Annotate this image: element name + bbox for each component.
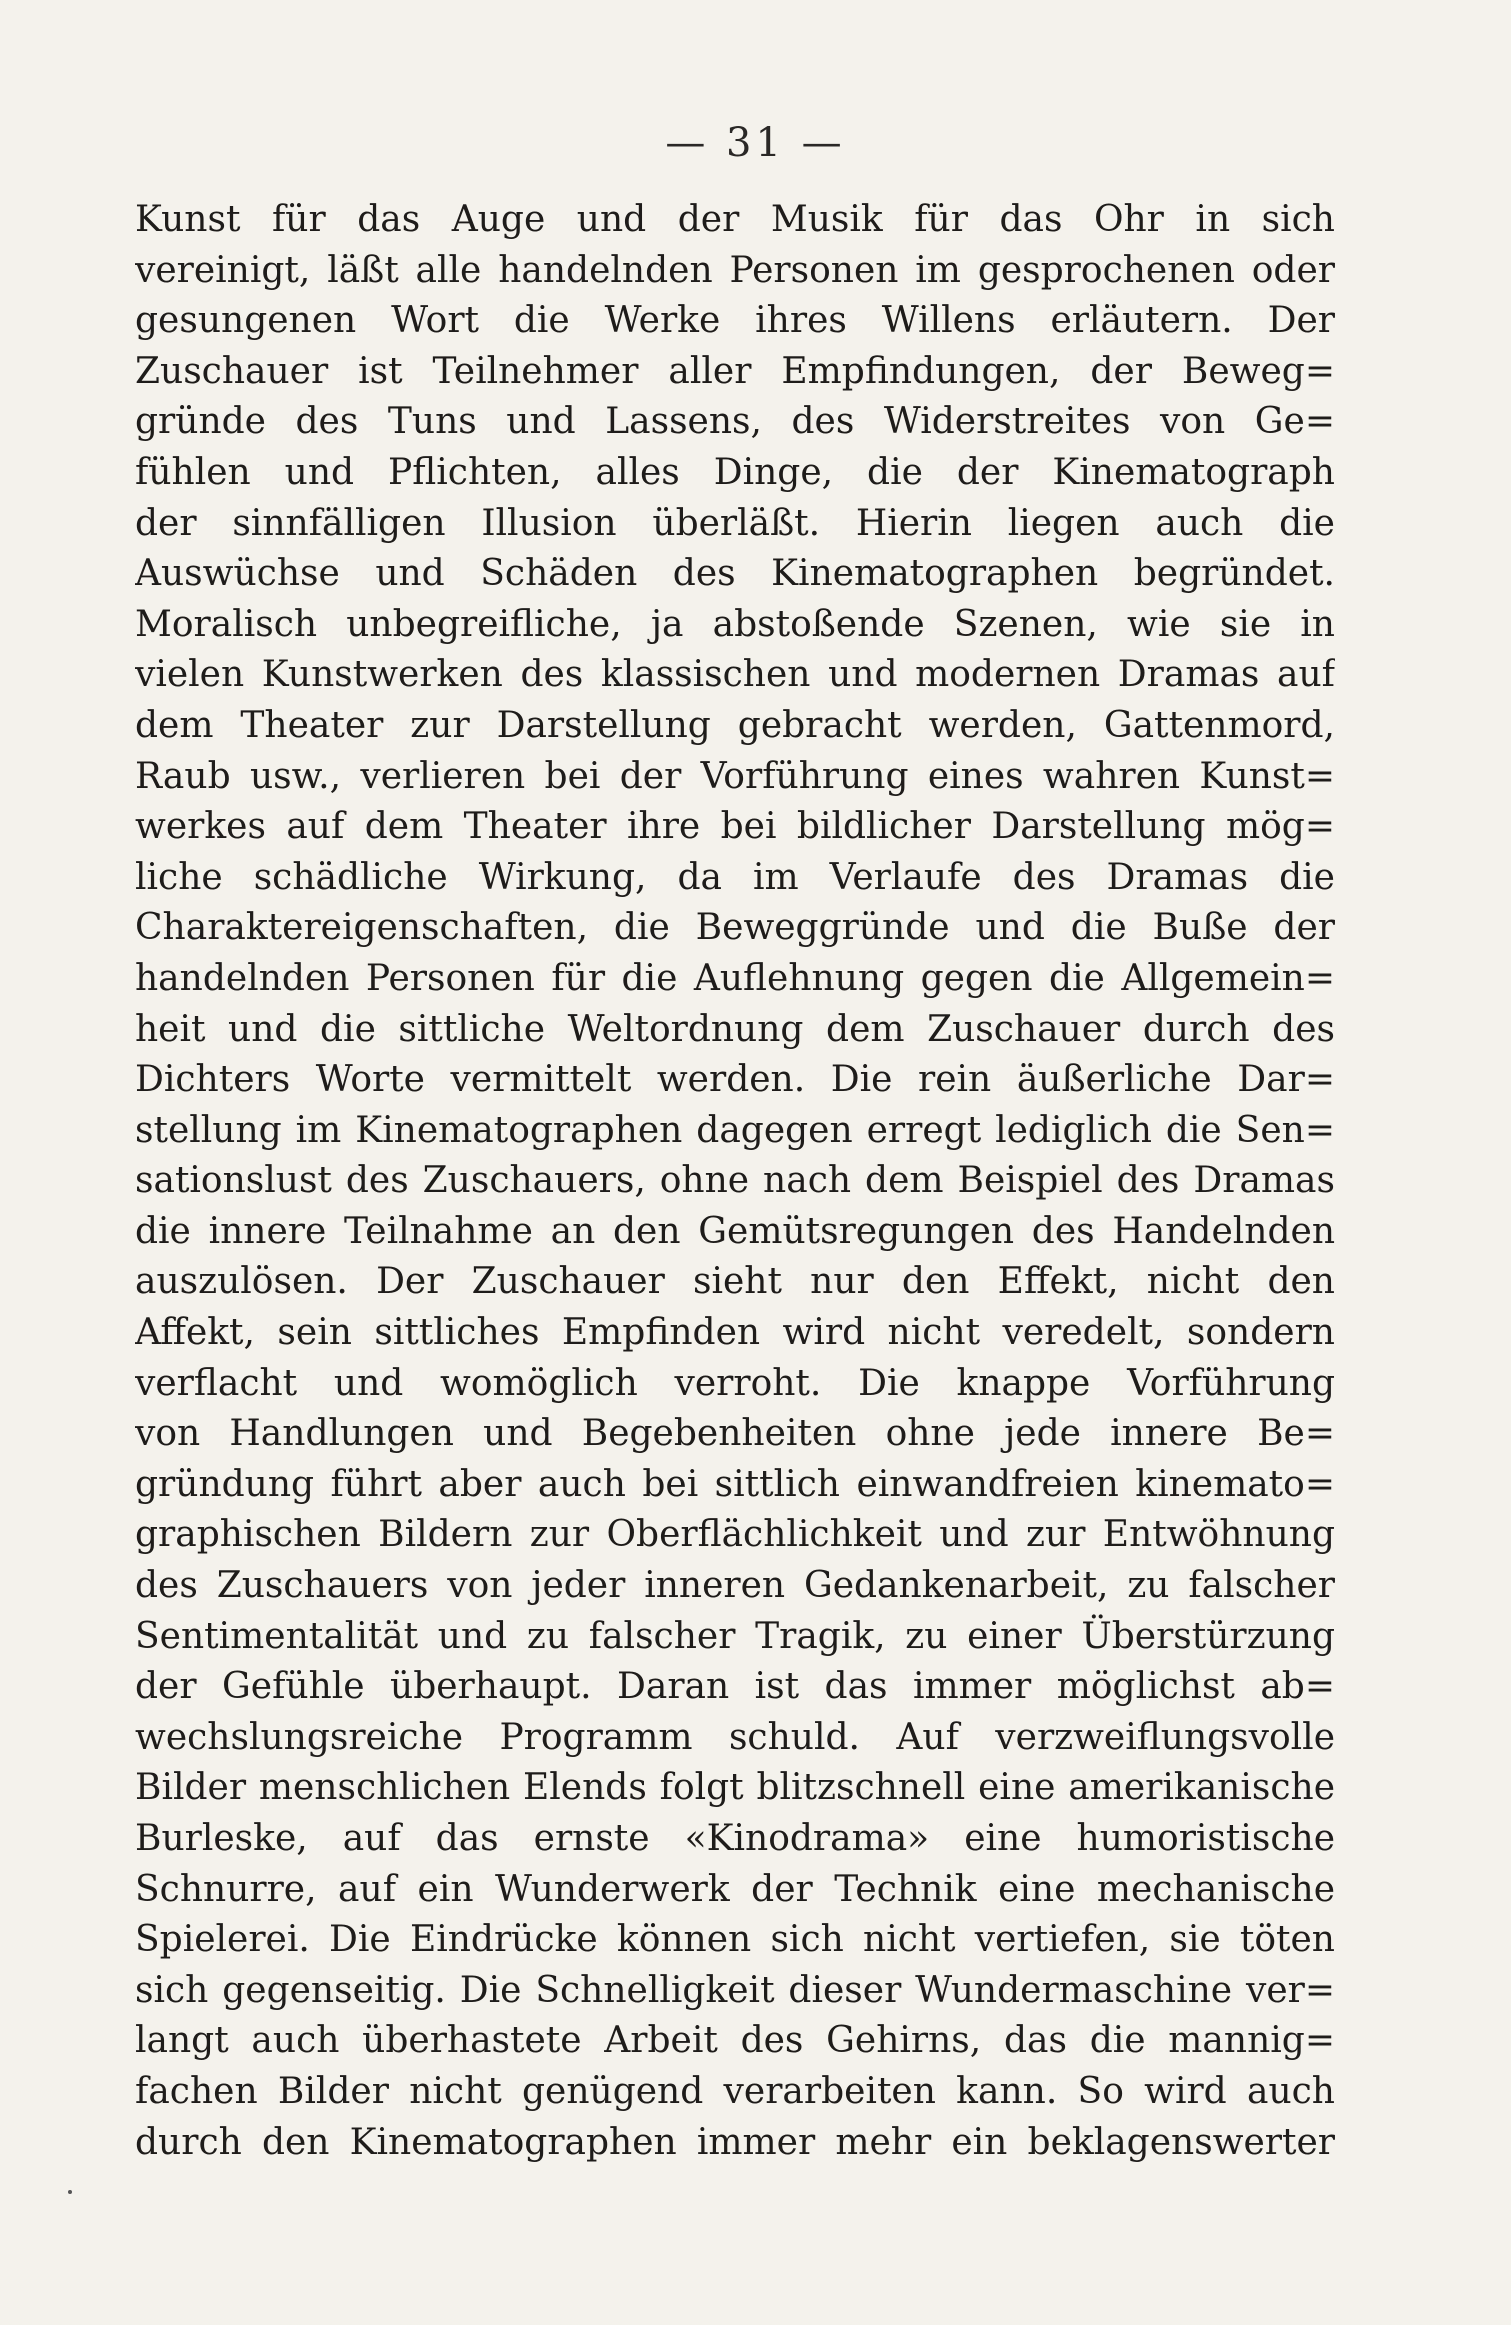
text-line: sich gegenseitig. Die Schnelligkeit dieser Wundermaschine ver= — [135, 1969, 1335, 2011]
text-line: Auswüchse und Schäden des Kinematographen begründet. — [135, 553, 1335, 595]
text-line: Affekt, sein sittliches Empfinden wird nicht veredelt, sondern — [135, 1312, 1335, 1354]
paper-speck — [68, 2190, 72, 2194]
text-line: sationslust des Zuschauers, ohne nach dem Beispiel des Dramas — [135, 1160, 1335, 1202]
text-line: Raub usw., verlieren bei der Vorführung eines wahren Kunst= — [135, 755, 1335, 797]
text-line: auszulösen. Der Zuschauer sieht nur den Effekt, nicht den — [135, 1261, 1335, 1303]
text-line: verflacht und womöglich verroht. Die knappe Vorführung — [135, 1362, 1335, 1404]
text-line: gründe des Tuns und Lassens, des Widerstreites von Ge= — [135, 401, 1335, 443]
text-line: vielen Kunstwerken des klassischen und modernen Dramas auf — [135, 654, 1335, 696]
text-line: des Zuschauers von jeder inneren Gedankenarbeit, zu falscher — [135, 1565, 1335, 1607]
text-line: Kunst für das Auge und der Musik für das Ohr in sich — [135, 199, 1335, 240]
text-line: fachen Bilder nicht genügend verarbeiten kann. So wird auch — [135, 2070, 1335, 2112]
text-line: dem Theater zur Darstellung gebracht werden, Gattenmord, — [135, 704, 1335, 746]
text-line: Dichters Worte vermittelt werden. Die rein äußerliche Dar= — [135, 1059, 1335, 1101]
text-line: langt auch überhastete Arbeit des Gehirns, das die mannig= — [135, 2020, 1335, 2062]
text-line: Bilder menschlichen Elends folgt blitzschnell eine amerikanische — [135, 1767, 1335, 1809]
text-line: Schnurre, auf ein Wunderwerk der Technik eine mechanische — [135, 1868, 1335, 1910]
text-line: werkes auf dem Theater ihre bei bildlicher Darstellung mög= — [135, 806, 1335, 848]
text-line: die innere Teilnahme an den Gemütsregungen des Handelnden — [135, 1210, 1335, 1252]
body-text — [135, 195, 1335, 2168]
text-line: Sentimentalität und zu falscher Tragik, zu einer Überstürzung — [135, 1615, 1335, 1657]
text-line: fühlen und Pflichten, alles Dinge, die der Kinematograph — [135, 451, 1335, 493]
text-line: Moralisch unbegreifliche, ja abstoßende Szenen, wie sie in — [135, 603, 1335, 645]
text-line: gesungenen Wort die Werke ihres Willens erläutern. Der — [135, 300, 1335, 342]
text-line: Zuschauer ist Teilnehmer aller Empfindungen, der Beweg= — [135, 350, 1335, 392]
text-line: heit und die sittliche Weltordnung dem Zuschauer durch des — [135, 1008, 1335, 1050]
text-line: der Gefühle überhaupt. Daran ist das immer möglichst ab= — [135, 1666, 1335, 1708]
page-number: — 31 — — [665, 120, 846, 166]
text-line: liche schädliche Wirkung, da im Verlaufe des Dramas die — [135, 856, 1335, 898]
text-line: Charaktereigenschaften, die Beweggründe und die Buße der — [135, 907, 1335, 949]
text-line: Spielerei. Die Eindrücke können sich nicht vertiefen, sie töten — [135, 1919, 1335, 1961]
text-line: durch den Kinematographen immer mehr ein beklagenswerter — [135, 2121, 1335, 2163]
text-line: der sinnfälligen Illusion überläßt. Hierin liegen auch die — [135, 502, 1335, 544]
text-line: gründung führt aber auch bei sittlich einwandfreien kinemato= — [135, 1463, 1335, 1505]
text-line: von Handlungen und Begebenheiten ohne jede innere Be= — [135, 1413, 1335, 1455]
text-line: handelnden Personen für die Auflehnung gegen die Allgemein= — [135, 957, 1335, 999]
text-line: wechslungsreiche Programm schuld. Auf verzweiflungsvolle — [135, 1716, 1335, 1758]
text-line: graphischen Bildern zur Oberflächlichkeit und zur Entwöhnung — [135, 1514, 1335, 1556]
text-line: stellung im Kinematographen dagegen erregt lediglich die Sen= — [135, 1109, 1335, 1151]
text-line: Burleske, auf das ernste «Kinodrama» eine humoristische — [135, 1818, 1335, 1859]
text-line: vereinigt, läßt alle handelnden Personen im gesprochenen oder — [135, 249, 1335, 291]
